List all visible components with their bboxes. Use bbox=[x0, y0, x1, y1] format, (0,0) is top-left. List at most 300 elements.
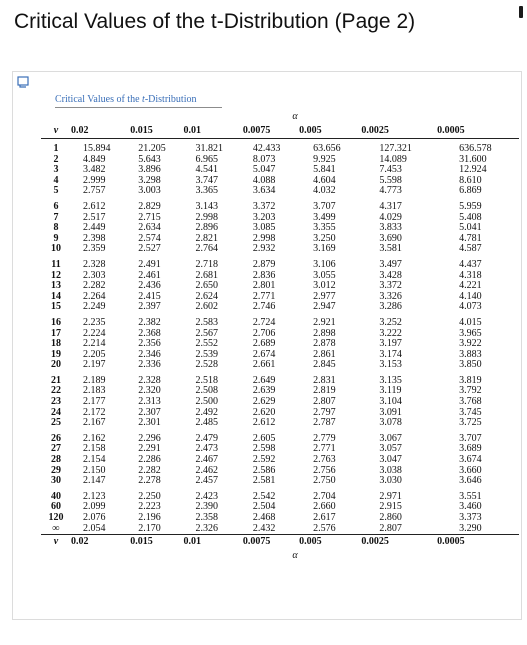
value-cell: 2.819 bbox=[313, 385, 336, 397]
value-cell: 2.829 bbox=[138, 200, 161, 212]
value-cell: 2.249 bbox=[83, 301, 106, 313]
value-cell: 2.947 bbox=[313, 301, 336, 313]
value-cell: 3.482 bbox=[83, 164, 106, 176]
df-cell: 21 bbox=[51, 374, 61, 386]
value-cell: 3.674 bbox=[459, 454, 482, 466]
value-cell: 2.517 bbox=[83, 211, 106, 223]
value-cell: 3.460 bbox=[459, 501, 482, 513]
value-cell: 15.894 bbox=[83, 143, 111, 154]
table-row bbox=[41, 502, 519, 513]
value-cell: 2.998 bbox=[252, 232, 276, 244]
value-cell: 4.849 bbox=[83, 153, 106, 165]
value-cell: 3.922 bbox=[459, 338, 482, 350]
value-cell: 5.408 bbox=[459, 211, 482, 223]
value-cell: 2.462 bbox=[195, 464, 219, 476]
value-cell: 2.756 bbox=[313, 464, 336, 476]
value-cell: 3.055 bbox=[313, 269, 336, 281]
value-cell: 3.078 bbox=[379, 417, 402, 429]
value-cell: 2.649 bbox=[252, 374, 276, 386]
column-header: 0.0005 bbox=[437, 124, 519, 139]
df-cell: 26 bbox=[51, 432, 61, 444]
table-row bbox=[41, 255, 519, 271]
df-cell: 24 bbox=[51, 406, 61, 418]
value-cell: 2.320 bbox=[138, 385, 161, 397]
column-header: 0.02 bbox=[71, 124, 130, 139]
value-cell: 2.423 bbox=[195, 490, 219, 502]
value-cell: 2.054 bbox=[83, 522, 106, 534]
value-cell: 3.428 bbox=[379, 269, 402, 281]
value-cell: 3.499 bbox=[313, 211, 336, 223]
column-header: 0.01 bbox=[184, 124, 243, 139]
value-cell: 4.073 bbox=[459, 301, 482, 313]
value-cell: 4.221 bbox=[459, 280, 482, 292]
table-row bbox=[41, 186, 519, 197]
column-footer: 0.01 bbox=[184, 535, 243, 550]
image-icon[interactable] bbox=[17, 76, 29, 88]
df-cell: 120 bbox=[48, 512, 64, 523]
df-cell: 4 bbox=[53, 174, 59, 186]
value-cell: 2.898 bbox=[313, 327, 336, 339]
value-cell: 2.492 bbox=[195, 406, 219, 418]
value-cell: 3.581 bbox=[379, 243, 402, 255]
table-row bbox=[41, 176, 519, 187]
value-cell: 2.861 bbox=[313, 348, 336, 360]
header-row bbox=[41, 124, 519, 139]
value-cell: 3.689 bbox=[459, 443, 482, 455]
value-cell: 2.715 bbox=[138, 211, 161, 223]
scrollbar-thumb[interactable] bbox=[519, 6, 523, 18]
value-cell: 2.196 bbox=[138, 512, 161, 523]
value-cell: 2.932 bbox=[252, 243, 276, 255]
value-cell: 2.681 bbox=[195, 269, 219, 281]
value-cell: 2.500 bbox=[195, 396, 219, 408]
alpha-row-bottom bbox=[41, 549, 519, 563]
value-cell: 3.143 bbox=[195, 200, 219, 212]
value-cell: 2.750 bbox=[313, 475, 336, 487]
value-cell: 12.924 bbox=[459, 164, 487, 176]
value-cell: 2.326 bbox=[195, 522, 219, 534]
column-footer: 0.005 bbox=[299, 535, 361, 550]
value-cell: 21.205 bbox=[138, 143, 166, 154]
value-cell: 2.704 bbox=[313, 490, 336, 502]
value-cell: 3.135 bbox=[379, 374, 402, 386]
table-row bbox=[41, 234, 519, 245]
value-cell: 2.177 bbox=[83, 396, 106, 408]
df-cell: 13 bbox=[51, 280, 61, 292]
value-cell: 4.781 bbox=[459, 232, 482, 244]
table-row bbox=[41, 197, 519, 213]
df-cell: 29 bbox=[51, 464, 61, 476]
df-cell: 18 bbox=[51, 338, 61, 350]
value-cell: 3.290 bbox=[459, 522, 482, 534]
value-cell: 2.592 bbox=[252, 454, 276, 466]
df-cell: 9 bbox=[53, 232, 59, 244]
spacer-cell bbox=[41, 110, 71, 124]
footer-row bbox=[41, 535, 519, 550]
value-cell: 2.356 bbox=[138, 338, 161, 350]
df-cell: 60 bbox=[51, 501, 61, 513]
table-row bbox=[41, 244, 519, 255]
value-cell: 3.365 bbox=[195, 185, 219, 197]
value-cell: 2.528 bbox=[195, 359, 219, 371]
table-row bbox=[41, 213, 519, 224]
value-cell: 3.725 bbox=[459, 417, 482, 429]
value-cell: 2.214 bbox=[83, 338, 106, 350]
df-cell: 27 bbox=[51, 443, 61, 455]
value-cell: 2.301 bbox=[138, 417, 161, 429]
df-cell: 6 bbox=[53, 200, 59, 212]
column-header: 0.005 bbox=[299, 124, 361, 139]
value-cell: 2.382 bbox=[138, 316, 161, 328]
value-cell: 2.154 bbox=[83, 454, 106, 466]
value-cell: 2.307 bbox=[138, 406, 161, 418]
value-cell: 2.150 bbox=[83, 464, 106, 476]
value-cell: 636.578 bbox=[459, 143, 492, 154]
value-cell: 2.336 bbox=[138, 359, 161, 371]
table-row bbox=[41, 350, 519, 361]
value-cell: 3.203 bbox=[252, 211, 276, 223]
value-cell: 3.298 bbox=[138, 174, 161, 186]
table-row bbox=[41, 313, 519, 329]
value-cell: 3.883 bbox=[459, 348, 482, 360]
value-cell: 4.032 bbox=[313, 185, 336, 197]
value-cell: 2.567 bbox=[195, 327, 219, 339]
df-cell: 3 bbox=[53, 164, 59, 176]
value-cell: 4.604 bbox=[313, 174, 336, 186]
value-cell: 3.174 bbox=[379, 348, 402, 360]
value-cell: 2.879 bbox=[252, 258, 276, 270]
value-cell: 2.158 bbox=[83, 443, 106, 455]
df-cell: 30 bbox=[51, 475, 61, 487]
df-cell: 23 bbox=[51, 396, 61, 408]
table-row bbox=[41, 302, 519, 313]
df-cell: 28 bbox=[51, 454, 61, 466]
value-cell: 2.605 bbox=[252, 432, 276, 444]
value-cell: 3.326 bbox=[379, 290, 402, 302]
value-cell: 2.921 bbox=[313, 316, 336, 328]
value-cell: 4.140 bbox=[459, 290, 482, 302]
caption-t: t bbox=[142, 94, 145, 105]
value-cell: 2.390 bbox=[195, 501, 219, 513]
df-cell: 40 bbox=[51, 490, 61, 502]
value-cell: 3.091 bbox=[379, 406, 402, 418]
value-cell: 2.724 bbox=[252, 316, 276, 328]
value-cell: 2.660 bbox=[313, 501, 336, 513]
value-cell: 2.620 bbox=[252, 406, 276, 418]
value-cell: 2.552 bbox=[195, 338, 219, 350]
value-cell: 2.757 bbox=[83, 185, 106, 197]
value-cell: 2.504 bbox=[252, 501, 276, 513]
value-cell: 4.437 bbox=[459, 258, 482, 270]
value-cell: 5.047 bbox=[252, 164, 276, 176]
value-cell: 2.436 bbox=[138, 280, 161, 292]
value-cell: 3.169 bbox=[313, 243, 336, 255]
value-cell: 2.457 bbox=[195, 475, 219, 487]
value-cell: 2.250 bbox=[138, 490, 161, 502]
value-cell: 2.576 bbox=[313, 522, 336, 534]
value-cell: 3.965 bbox=[459, 327, 482, 339]
table-row bbox=[41, 429, 519, 445]
df-cell: 14 bbox=[51, 290, 61, 302]
df-cell: 15 bbox=[51, 301, 61, 313]
value-cell: 2.574 bbox=[138, 232, 161, 244]
value-cell: 2.197 bbox=[83, 359, 106, 371]
page-title: Critical Values of the t-Distribution (Page 2) bbox=[14, 10, 416, 33]
value-cell: 2.461 bbox=[138, 269, 161, 281]
value-cell: 63.656 bbox=[313, 143, 341, 154]
column-footer: 0.015 bbox=[130, 535, 183, 550]
table-row bbox=[41, 165, 519, 176]
table-row bbox=[41, 476, 519, 487]
value-cell: 3.197 bbox=[379, 338, 402, 350]
value-cell: 2.624 bbox=[195, 290, 219, 302]
df-cell: 20 bbox=[51, 359, 61, 371]
value-cell: 2.468 bbox=[252, 512, 276, 523]
value-cell: 4.587 bbox=[459, 243, 482, 255]
table-row bbox=[41, 155, 519, 166]
value-cell: 3.003 bbox=[138, 185, 161, 197]
value-cell: 5.041 bbox=[459, 222, 482, 234]
value-cell: 3.030 bbox=[379, 475, 402, 487]
value-cell: 3.833 bbox=[379, 222, 402, 234]
value-cell: 4.773 bbox=[379, 185, 402, 197]
value-cell: 3.355 bbox=[313, 222, 336, 234]
value-cell: 2.508 bbox=[195, 385, 219, 397]
df-cell: 16 bbox=[51, 316, 61, 328]
value-cell: 2.205 bbox=[83, 348, 106, 360]
value-cell: 2.449 bbox=[83, 222, 106, 234]
value-cell: 3.497 bbox=[379, 258, 402, 270]
value-cell: 2.099 bbox=[83, 501, 106, 513]
df-cell: 25 bbox=[51, 417, 61, 429]
value-cell: 5.841 bbox=[313, 164, 336, 176]
value-cell: 2.836 bbox=[252, 269, 276, 281]
value-cell: 2.432 bbox=[252, 522, 276, 534]
value-cell: 2.771 bbox=[313, 443, 336, 455]
value-cell: 3.372 bbox=[252, 200, 276, 212]
value-cell: 2.346 bbox=[138, 348, 161, 360]
value-cell: 2.167 bbox=[83, 417, 106, 429]
value-cell: 2.915 bbox=[379, 501, 402, 513]
value-cell: 2.977 bbox=[313, 290, 336, 302]
df-cell: 8 bbox=[53, 222, 59, 234]
df-cell: 22 bbox=[51, 385, 61, 397]
table-row bbox=[41, 271, 519, 282]
value-cell: 2.358 bbox=[195, 512, 219, 523]
table-row bbox=[41, 139, 519, 155]
value-cell: 2.264 bbox=[83, 290, 106, 302]
value-cell: 3.047 bbox=[379, 454, 402, 466]
value-cell: 3.372 bbox=[379, 280, 402, 292]
spacer-cell bbox=[41, 549, 71, 563]
value-cell: 2.224 bbox=[83, 327, 106, 339]
value-cell: 2.771 bbox=[252, 290, 276, 302]
df-cell: ∞ bbox=[52, 522, 60, 534]
caption-suffix: -Distribution bbox=[144, 94, 197, 105]
column-header: 0.015 bbox=[130, 124, 183, 139]
value-cell: 4.317 bbox=[379, 200, 402, 212]
value-cell: 2.359 bbox=[83, 243, 106, 255]
value-cell: 6.869 bbox=[459, 185, 482, 197]
value-cell: 2.170 bbox=[138, 522, 161, 534]
table-row bbox=[41, 455, 519, 466]
value-cell: 2.303 bbox=[83, 269, 106, 281]
df-cell: 17 bbox=[51, 327, 61, 339]
value-cell: 2.845 bbox=[313, 359, 336, 371]
table-row bbox=[41, 371, 519, 387]
value-cell: 3.012 bbox=[313, 280, 336, 292]
column-footer: 0.02 bbox=[71, 535, 130, 550]
value-cell: 3.373 bbox=[459, 512, 482, 523]
value-cell: 8.610 bbox=[459, 174, 482, 186]
value-cell: 3.646 bbox=[459, 475, 482, 487]
value-cell: 2.479 bbox=[195, 432, 219, 444]
value-cell: 2.473 bbox=[195, 443, 219, 455]
df-cell: 11 bbox=[51, 258, 61, 270]
value-cell: 3.819 bbox=[459, 374, 482, 386]
value-cell: 2.797 bbox=[313, 406, 336, 418]
table-row bbox=[41, 360, 519, 371]
value-cell: 2.467 bbox=[195, 454, 219, 466]
value-cell: 2.674 bbox=[252, 348, 276, 360]
value-cell: 2.368 bbox=[138, 327, 161, 339]
table-row bbox=[41, 292, 519, 303]
value-cell: 3.707 bbox=[313, 200, 336, 212]
value-cell: 3.119 bbox=[379, 385, 402, 397]
value-cell: 2.598 bbox=[252, 443, 276, 455]
value-cell: 2.189 bbox=[83, 374, 106, 386]
value-cell: 2.612 bbox=[83, 200, 106, 212]
column-footer: 0.0005 bbox=[437, 535, 519, 550]
value-cell: 3.768 bbox=[459, 396, 482, 408]
value-cell: 3.551 bbox=[459, 490, 482, 502]
value-cell: 2.539 bbox=[195, 348, 219, 360]
value-cell: 3.690 bbox=[379, 232, 402, 244]
value-cell: 2.612 bbox=[252, 417, 276, 429]
value-cell: 7.453 bbox=[379, 164, 402, 176]
value-cell: 2.629 bbox=[252, 396, 276, 408]
table-row bbox=[41, 513, 519, 524]
value-cell: 2.581 bbox=[252, 475, 276, 487]
value-cell: 2.286 bbox=[138, 454, 161, 466]
value-cell: 2.235 bbox=[83, 316, 106, 328]
value-cell: 2.415 bbox=[138, 290, 161, 302]
value-cell: 42.433 bbox=[252, 143, 281, 154]
value-cell: 2.602 bbox=[195, 301, 219, 313]
df-cell: 12 bbox=[51, 269, 61, 281]
value-cell: 2.491 bbox=[138, 258, 161, 270]
value-cell: 3.250 bbox=[313, 232, 336, 244]
value-cell: 3.792 bbox=[459, 385, 482, 397]
table-row bbox=[41, 487, 519, 503]
value-cell: 2.328 bbox=[138, 374, 161, 386]
column-header: 0.0075 bbox=[243, 124, 299, 139]
nu-footer: v bbox=[41, 535, 71, 550]
value-cell: 2.999 bbox=[83, 174, 106, 186]
value-cell: 2.518 bbox=[195, 374, 219, 386]
value-cell: 31.821 bbox=[195, 143, 224, 154]
value-cell: 2.282 bbox=[83, 280, 106, 292]
df-cell: 10 bbox=[51, 243, 61, 255]
table-row bbox=[41, 524, 519, 535]
value-cell: 6.965 bbox=[195, 153, 219, 165]
value-cell: 4.029 bbox=[379, 211, 402, 223]
value-cell: 2.485 bbox=[195, 417, 219, 429]
value-cell: 2.807 bbox=[379, 522, 402, 534]
value-cell: 2.971 bbox=[379, 490, 402, 502]
value-cell: 3.252 bbox=[379, 316, 402, 328]
table-row bbox=[41, 466, 519, 477]
value-cell: 3.660 bbox=[459, 464, 482, 476]
value-cell: 2.123 bbox=[83, 490, 106, 502]
value-cell: 2.821 bbox=[195, 232, 219, 244]
value-cell: 2.617 bbox=[313, 512, 336, 523]
table-row bbox=[41, 408, 519, 419]
value-cell: 5.598 bbox=[379, 174, 402, 186]
value-cell: 3.707 bbox=[459, 432, 482, 444]
t-distribution-table bbox=[41, 110, 519, 563]
value-cell: 2.650 bbox=[195, 280, 219, 292]
value-cell: 2.542 bbox=[252, 490, 276, 502]
value-cell: 3.106 bbox=[313, 258, 336, 270]
value-cell: 2.764 bbox=[195, 243, 219, 255]
value-cell: 3.104 bbox=[379, 396, 402, 408]
value-cell: 2.787 bbox=[313, 417, 336, 429]
value-cell: 3.038 bbox=[379, 464, 402, 476]
value-cell: 2.223 bbox=[138, 501, 161, 513]
value-cell: 2.172 bbox=[83, 406, 106, 418]
value-cell: 3.745 bbox=[459, 406, 482, 418]
value-cell: 2.313 bbox=[138, 396, 161, 408]
value-cell: 2.328 bbox=[83, 258, 106, 270]
value-cell: 2.162 bbox=[83, 432, 106, 444]
value-cell: 3.747 bbox=[195, 174, 219, 186]
value-cell: 2.779 bbox=[313, 432, 336, 444]
value-cell: 14.089 bbox=[379, 153, 407, 165]
value-cell: 3.153 bbox=[379, 359, 402, 371]
alpha-label-bottom: α bbox=[292, 550, 298, 562]
caption-underline bbox=[55, 107, 222, 108]
value-cell: 2.807 bbox=[313, 396, 336, 408]
value-cell: 2.183 bbox=[83, 385, 106, 397]
value-cell: 2.586 bbox=[252, 464, 276, 476]
value-cell: 2.282 bbox=[138, 464, 161, 476]
column-footer: 0.0075 bbox=[243, 535, 299, 550]
df-cell: 2 bbox=[53, 153, 59, 165]
value-cell: 3.067 bbox=[379, 432, 402, 444]
value-cell: 3.850 bbox=[459, 359, 482, 371]
df-cell: 19 bbox=[51, 348, 61, 360]
value-cell: 3.634 bbox=[252, 185, 276, 197]
value-cell: 2.397 bbox=[138, 301, 161, 313]
df-cell: 7 bbox=[53, 211, 59, 223]
column-footer: 0.0025 bbox=[361, 535, 437, 550]
table-caption bbox=[55, 94, 196, 105]
value-cell: 2.801 bbox=[252, 280, 276, 292]
table-row bbox=[41, 281, 519, 292]
value-cell: 2.147 bbox=[83, 475, 106, 487]
value-cell: 2.661 bbox=[252, 359, 276, 371]
value-cell: 2.706 bbox=[252, 327, 276, 339]
value-cell: 2.746 bbox=[252, 301, 276, 313]
value-cell: 2.763 bbox=[313, 454, 336, 466]
value-cell: 8.073 bbox=[252, 153, 276, 165]
value-cell: 3.286 bbox=[379, 301, 402, 313]
alpha-row-top bbox=[41, 110, 519, 124]
value-cell: 2.278 bbox=[138, 475, 161, 487]
caption-prefix: Critical Values of the bbox=[55, 94, 143, 105]
value-cell: 3.085 bbox=[252, 222, 276, 234]
